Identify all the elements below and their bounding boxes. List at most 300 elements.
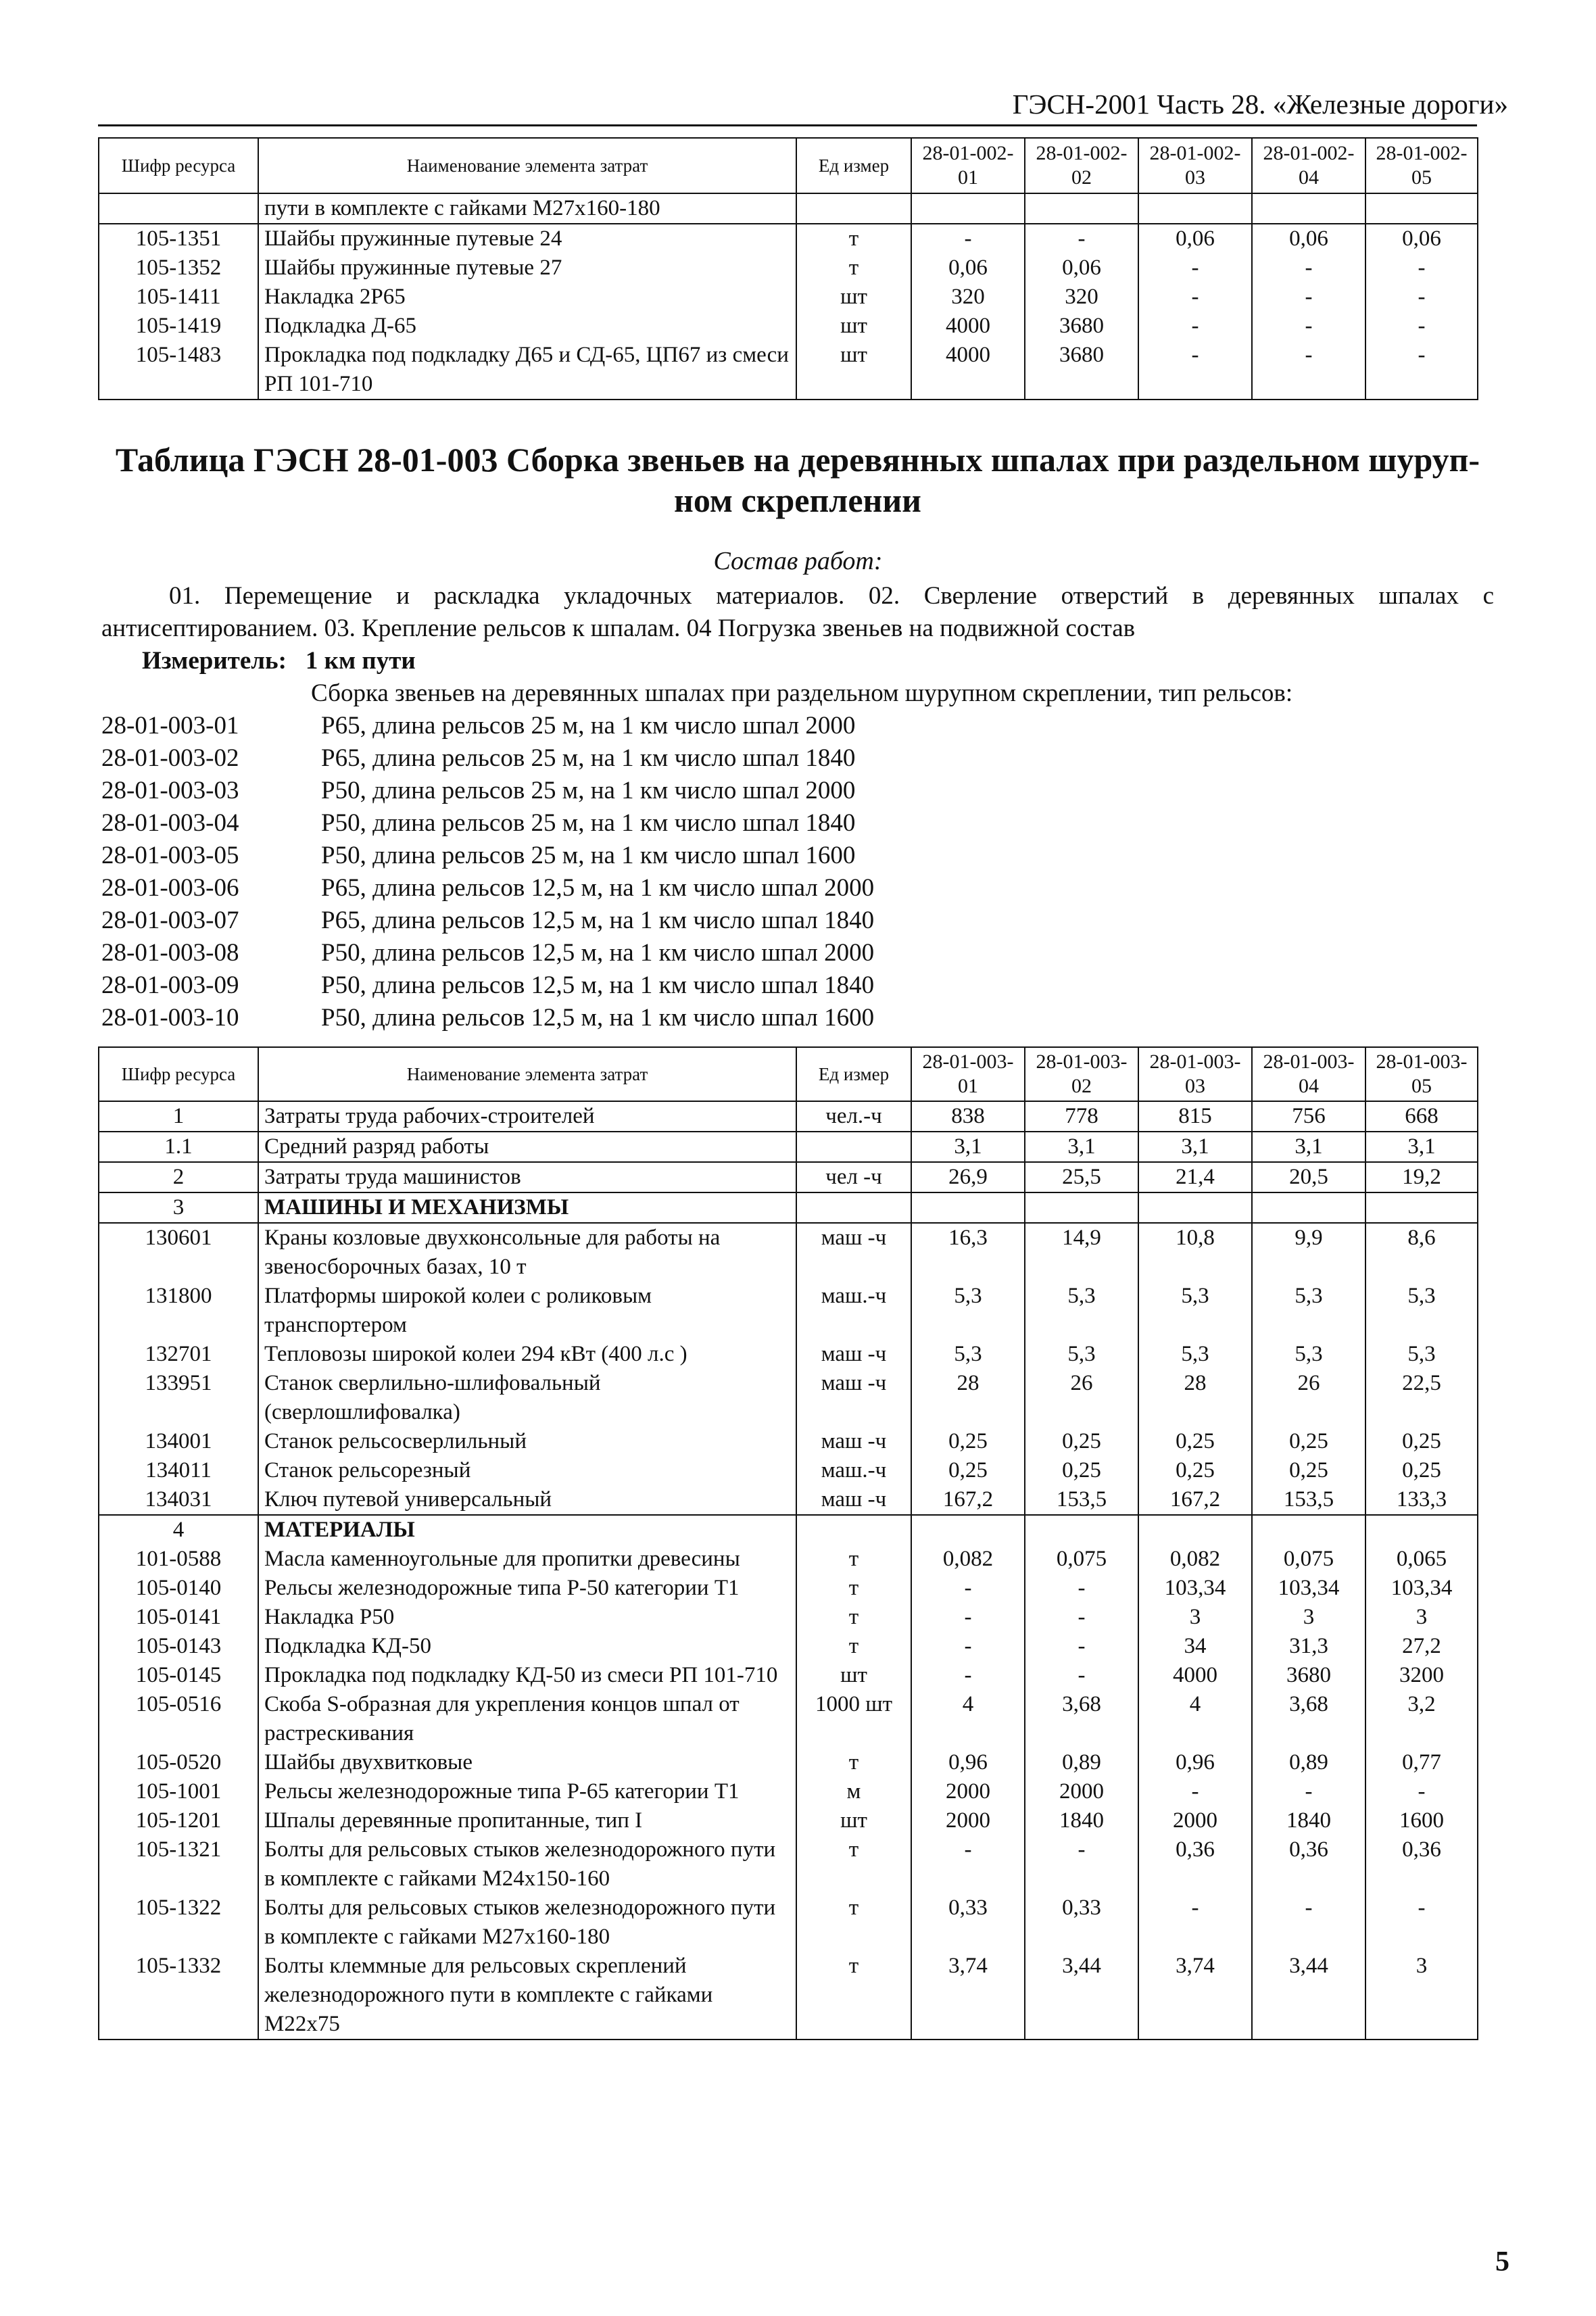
unit-of-measure: [796, 193, 911, 224]
composition-text: 01. Перемещение и раскладка укладочных материалов. 02. Сверление отверстий в деревянных шпалах с антисептированием. 03. Крепление рельсов к шпалам. 04 Погрузка звеньев на подвижной состав: [101, 582, 1494, 642]
norm-value: 1600: [1365, 1806, 1478, 1835]
variant-code: 28-01-003-02: [101, 744, 239, 772]
cost-element-name: Затраты труда машинистов: [258, 1162, 796, 1192]
resource-code: 105-0141: [99, 1603, 258, 1632]
header-rule: [98, 124, 1477, 126]
col-header-name: Наименование элемента затрат: [258, 1047, 796, 1101]
norm-value: 133,3: [1365, 1485, 1478, 1515]
variant-text: Р50, длина рельсов 12,5 м, на 1 км число шпал 1840: [321, 971, 875, 999]
unit-of-measure: т: [796, 1632, 911, 1661]
norm-value: 8,6: [1365, 1223, 1478, 1282]
resource-code: 105-1321: [99, 1835, 258, 1893]
resource-code: 2: [99, 1162, 258, 1192]
table-row: [99, 224, 1478, 254]
col-header-variant: 28-01-002-04: [1252, 138, 1365, 193]
norm-value: 0,06: [1365, 224, 1478, 254]
norm-value: 5,3: [1252, 1282, 1365, 1340]
unit-of-measure: шт: [796, 312, 911, 341]
composition-heading: Состав работ:: [713, 547, 883, 575]
resource-code: 105-0516: [99, 1690, 258, 1748]
cost-element-name: Платформы широкой колеи с роликовым транспортером: [258, 1282, 796, 1340]
variant-code: 28-01-003-06: [101, 874, 239, 902]
norm-value: [1138, 1192, 1252, 1223]
norm-value: 0,06: [1138, 224, 1252, 254]
norm-value: 2000: [911, 1806, 1025, 1835]
table-row: [99, 1456, 1478, 1485]
norm-value: -: [1138, 341, 1252, 400]
unit-of-measure: маш.-ч: [796, 1456, 911, 1485]
cost-element-name: Шайбы пружинные путевые 24: [258, 224, 796, 254]
norm-value: -: [911, 1661, 1025, 1690]
variant-text: Р50, длина рельсов 25 м, на 1 км число шпал 1840: [321, 809, 856, 837]
norm-value: 3,44: [1252, 1952, 1365, 2040]
section-row: [99, 1192, 1478, 1223]
norm-value: -: [1252, 283, 1365, 312]
unit-of-measure: маш -ч: [796, 1340, 911, 1369]
norm-value: 778: [1025, 1101, 1138, 1132]
norm-value: -: [1138, 1893, 1252, 1952]
norm-value: 1840: [1252, 1806, 1365, 1835]
unit-of-measure: т: [796, 1952, 911, 2040]
unit-of-measure: шт: [796, 341, 911, 400]
col-header-variant: 28-01-002-03: [1138, 138, 1252, 193]
norm-value: 5,3: [1138, 1282, 1252, 1340]
col-header-variant: 28-01-003-05: [1365, 1047, 1478, 1101]
variant-text: Р50, длина рельсов 25 м, на 1 км число шпал 2000: [321, 777, 856, 804]
norm-value: 3,68: [1252, 1690, 1365, 1748]
cost-element-name: Рельсы железнодорожные типа Р-65 категории Т1: [258, 1777, 796, 1806]
resource-code: 3: [99, 1192, 258, 1223]
table-row: [99, 1835, 1478, 1893]
norm-value: -: [1365, 1777, 1478, 1806]
variant-item: [101, 775, 874, 807]
cost-element-name: Затраты труда рабочих-строителей: [258, 1101, 796, 1132]
norm-value: 2000: [1138, 1806, 1252, 1835]
variants-list: [101, 710, 874, 1034]
norm-value: 756: [1252, 1101, 1365, 1132]
norm-value: 3: [1252, 1603, 1365, 1632]
cost-element-name: МАТЕРИАЛЫ: [258, 1515, 796, 1545]
variant-text: Р50, длина рельсов 25 м, на 1 км число шпал 1600: [321, 842, 856, 869]
norm-value: 0,33: [911, 1893, 1025, 1952]
table-body: [99, 193, 1478, 400]
norm-value: 0,25: [1138, 1456, 1252, 1485]
cost-element-name: Скоба S-образная для укрепления концов шпал от растрескивания: [258, 1690, 796, 1748]
norm-value: -: [911, 1632, 1025, 1661]
resource-code: 134031: [99, 1485, 258, 1515]
resource-code: 105-1351: [99, 224, 258, 254]
norm-value: 0,25: [1138, 1427, 1252, 1456]
norm-value: 3,44: [1025, 1952, 1138, 2040]
unit-of-measure: шт: [796, 1806, 911, 1835]
variant-code: 28-01-003-10: [101, 1004, 239, 1032]
unit-of-measure: м: [796, 1777, 911, 1806]
norm-value: 0,77: [1365, 1748, 1478, 1777]
col-header-code: Шифр ресурса: [99, 1047, 258, 1101]
norm-value: [1025, 1515, 1138, 1545]
variant-item: [101, 807, 874, 840]
norm-value: -: [1138, 283, 1252, 312]
resource-code: 105-1352: [99, 254, 258, 283]
norm-value: -: [1365, 254, 1478, 283]
norm-value: 0,065: [1365, 1545, 1478, 1574]
table-row: [99, 1485, 1478, 1515]
cost-element-name: Болты клеммные для рельсовых скреплений железнодорожного пути в комплекте с гайками М22х75: [258, 1952, 796, 2040]
cost-element-name: Накладка 2Р65: [258, 283, 796, 312]
norm-value: 0,96: [1138, 1748, 1252, 1777]
table-title: [101, 439, 1494, 521]
col-header-variant: 28-01-003-04: [1252, 1047, 1365, 1101]
table-row: [99, 1632, 1478, 1661]
cost-element-name: МАШИНЫ И МЕХАНИЗМЫ: [258, 1192, 796, 1223]
table-row: [99, 1340, 1478, 1369]
cost-element-name: Прокладка под подкладку Д65 и СД-65, ЦП67 из смеси РП 101-710: [258, 341, 796, 400]
norm-value: 0,25: [1365, 1456, 1478, 1485]
variant-item: [101, 710, 874, 742]
variant-code: 28-01-003-04: [101, 809, 239, 837]
unit-of-measure: [796, 1132, 911, 1162]
table-row: [99, 1574, 1478, 1603]
col-header-name: Наименование элемента затрат: [258, 138, 796, 193]
variant-item: [101, 742, 874, 775]
norm-value: 4000: [911, 312, 1025, 341]
norm-value: 0,075: [1025, 1545, 1138, 1574]
resource-code: 105-1201: [99, 1806, 258, 1835]
table-title-line: Таблица ГЭСН 28-01-003 Сборка звеньев на деревянных шпалах при раздельном шуруп-: [115, 441, 1480, 479]
norm-value: 3,2: [1365, 1690, 1478, 1748]
resource-code: 105-1411: [99, 283, 258, 312]
norm-value: 0,25: [911, 1456, 1025, 1485]
variant-item: [101, 840, 874, 872]
cost-element-name: Ключ путевой универсальный: [258, 1485, 796, 1515]
col-header-unit: Ед измер: [796, 138, 911, 193]
norm-value: 3680: [1025, 312, 1138, 341]
table-row: [99, 254, 1478, 283]
unit-of-measure: маш -ч: [796, 1485, 911, 1515]
norm-value: 4: [911, 1690, 1025, 1748]
norm-value: 103,34: [1365, 1574, 1478, 1603]
resource-code: 105-1332: [99, 1952, 258, 2040]
norm-value: 320: [1025, 283, 1138, 312]
norm-value: [1365, 1192, 1478, 1223]
unit-of-measure: маш -ч: [796, 1427, 911, 1456]
unit-of-measure: [796, 1192, 911, 1223]
norm-value: 0,25: [1025, 1427, 1138, 1456]
resource-code: 105-1001: [99, 1777, 258, 1806]
table-row: [99, 1748, 1478, 1777]
table-row: [99, 1223, 1478, 1282]
norm-value: 5,3: [1252, 1340, 1365, 1369]
variant-item: [101, 969, 874, 1002]
norm-value: [1252, 193, 1365, 224]
norm-value: -: [1025, 224, 1138, 254]
norm-value: 0,36: [1138, 1835, 1252, 1893]
norm-value: 103,34: [1252, 1574, 1365, 1603]
norm-value: 26: [1252, 1369, 1365, 1427]
resource-code: 105-1483: [99, 341, 258, 400]
norm-value: [1365, 1515, 1478, 1545]
norm-value: 31,3: [1252, 1632, 1365, 1661]
norm-value: 3,1: [1138, 1132, 1252, 1162]
norm-value: -: [1025, 1574, 1138, 1603]
resource-code: 105-0520: [99, 1748, 258, 1777]
norm-value: 153,5: [1025, 1485, 1138, 1515]
unit-of-measure: т: [796, 1893, 911, 1952]
norm-value: [1138, 193, 1252, 224]
norm-value: 28: [1138, 1369, 1252, 1427]
cost-element-name: Станок сверлильно-шлифовальный (сверлошлифовалка): [258, 1369, 796, 1427]
norm-value: 0,89: [1025, 1748, 1138, 1777]
variant-code: 28-01-003-08: [101, 939, 239, 967]
norm-value: 5,3: [1365, 1282, 1478, 1340]
variant-text: Р65, длина рельсов 25 м, на 1 км число шпал 2000: [321, 712, 856, 740]
resource-code: 131800: [99, 1282, 258, 1340]
table-row: [99, 1806, 1478, 1835]
table-row: [99, 193, 1478, 224]
norm-value: -: [911, 1835, 1025, 1893]
resource-code: 134011: [99, 1456, 258, 1485]
norm-value: 5,3: [1025, 1340, 1138, 1369]
norm-value: 838: [911, 1101, 1025, 1132]
measure-value: 1 км пути: [305, 647, 416, 675]
cost-element-name: Болты для рельсовых стыков железнодорожного пути в комплекте с гайками М24х150-160: [258, 1835, 796, 1893]
norm-value: [1252, 1192, 1365, 1223]
norm-value: -: [1365, 312, 1478, 341]
norm-value: 21,4: [1138, 1162, 1252, 1192]
variant-text: Р50, длина рельсов 12,5 м, на 1 км число шпал 2000: [321, 939, 875, 967]
norm-value: 14,9: [1025, 1223, 1138, 1282]
cost-element-name: Шпалы деревянные пропитанные, тип I: [258, 1806, 796, 1835]
norm-value: 0,36: [1365, 1835, 1478, 1893]
norm-value: -: [1252, 1893, 1365, 1952]
table-row: [99, 1545, 1478, 1574]
norm-value: 22,5: [1365, 1369, 1478, 1427]
variant-item: [101, 872, 874, 904]
table-row: [99, 1661, 1478, 1690]
variant-item: [101, 937, 874, 969]
norm-value: 4000: [911, 341, 1025, 400]
running-header: ГЭСН-2001 Часть 28. «Железные дороги»: [1012, 89, 1508, 120]
resource-code: 4: [99, 1515, 258, 1545]
resource-code: 1.1: [99, 1132, 258, 1162]
variant-code: 28-01-003-07: [101, 907, 239, 934]
unit-of-measure: т: [796, 1835, 911, 1893]
cost-element-name: Шайбы пружинные путевые 27: [258, 254, 796, 283]
norm-value: -: [1025, 1603, 1138, 1632]
cost-element-name: Подкладка Д-65: [258, 312, 796, 341]
resource-code: 105-1322: [99, 1893, 258, 1952]
table-row: [99, 1690, 1478, 1748]
norm-value: 167,2: [1138, 1485, 1252, 1515]
norm-value: 3: [1365, 1952, 1478, 2040]
norm-value: [1138, 1515, 1252, 1545]
unit-of-measure: т: [796, 254, 911, 283]
table-row: [99, 1427, 1478, 1456]
resource-code: 132701: [99, 1340, 258, 1369]
resource-code: 105-1419: [99, 312, 258, 341]
norm-value: 167,2: [911, 1485, 1025, 1515]
resource-table-continued: [98, 137, 1478, 400]
table-title-line: ном скреплении: [674, 481, 921, 519]
cost-element-name: Станок рельсосверлильный: [258, 1427, 796, 1456]
norm-value: 26: [1025, 1369, 1138, 1427]
col-header-variant: 28-01-002-01: [911, 138, 1025, 193]
table-body: [99, 1101, 1478, 2040]
norm-value: 5,3: [911, 1340, 1025, 1369]
measure-line: [142, 646, 435, 675]
norm-value: 0,89: [1252, 1748, 1365, 1777]
norm-value: 0,075: [1252, 1545, 1365, 1574]
unit-of-measure: 1000 шт: [796, 1690, 911, 1748]
norm-value: 5,3: [911, 1282, 1025, 1340]
norm-value: 2000: [911, 1777, 1025, 1806]
resource-code: 105-0143: [99, 1632, 258, 1661]
unit-of-measure: т: [796, 1603, 911, 1632]
unit-of-measure: маш -ч: [796, 1369, 911, 1427]
col-header-variant: 28-01-003-01: [911, 1047, 1025, 1101]
unit-of-measure: шт: [796, 283, 911, 312]
norm-value: 10,8: [1138, 1223, 1252, 1282]
resource-code: 130601: [99, 1223, 258, 1282]
cost-element-name: Болты для рельсовых стыков железнодорожного пути в комплекте с гайками М27х160-180: [258, 1893, 796, 1952]
norm-value: -: [1365, 1893, 1478, 1952]
norm-value: -: [1365, 341, 1478, 400]
variant-text: Р50, длина рельсов 12,5 м, на 1 км число шпал 1600: [321, 1004, 875, 1032]
norm-value: 4000: [1138, 1661, 1252, 1690]
table-row: [99, 1282, 1478, 1340]
norm-value: 0,25: [911, 1427, 1025, 1456]
cost-element-name: Прокладка под подкладку КД-50 из смеси РП 101-710: [258, 1661, 796, 1690]
unit-of-measure: шт: [796, 1661, 911, 1690]
norm-value: 26,9: [911, 1162, 1025, 1192]
col-header-variant: 28-01-003-03: [1138, 1047, 1252, 1101]
cost-element-name: пути в комплекте с гайками М27х160-180: [258, 193, 796, 224]
norm-value: 3,68: [1025, 1690, 1138, 1748]
variant-code: 28-01-003-09: [101, 971, 239, 999]
norm-value: 0,25: [1025, 1456, 1138, 1485]
norm-value: 0,25: [1252, 1456, 1365, 1485]
cost-element-name: Средний разряд работы: [258, 1132, 796, 1162]
norm-value: -: [911, 224, 1025, 254]
norm-value: 0,06: [911, 254, 1025, 283]
norm-value: 3,1: [1025, 1132, 1138, 1162]
unit-of-measure: чел.-ч: [796, 1101, 911, 1132]
norm-value: -: [911, 1574, 1025, 1603]
variant-text: Р65, длина рельсов 12,5 м, на 1 км число шпал 1840: [321, 907, 875, 934]
unit-of-measure: чел -ч: [796, 1162, 911, 1192]
norm-value: 25,5: [1025, 1162, 1138, 1192]
norm-value: 3: [1365, 1603, 1478, 1632]
table-row: [99, 283, 1478, 312]
table-row: [99, 1132, 1478, 1162]
norm-value: [911, 193, 1025, 224]
norm-value: -: [1025, 1835, 1138, 1893]
norm-value: [1025, 193, 1138, 224]
norm-value: 0,082: [911, 1545, 1025, 1574]
table-row: [99, 1369, 1478, 1427]
norm-value: 815: [1138, 1101, 1252, 1132]
unit-of-measure: маш.-ч: [796, 1282, 911, 1340]
norm-value: 20,5: [1252, 1162, 1365, 1192]
unit-of-measure: т: [796, 1574, 911, 1603]
norm-value: 5,3: [1365, 1340, 1478, 1369]
norm-value: 34: [1138, 1632, 1252, 1661]
col-header-code: Шифр ресурса: [99, 138, 258, 193]
unit-of-measure: маш -ч: [796, 1223, 911, 1282]
norm-value: 3680: [1252, 1661, 1365, 1690]
norm-value: 0,06: [1252, 224, 1365, 254]
norm-value: 0,36: [1252, 1835, 1365, 1893]
variant-text: Р65, длина рельсов 25 м, на 1 км число шпал 1840: [321, 744, 856, 772]
norm-value: 0,25: [1365, 1427, 1478, 1456]
norm-value: 153,5: [1252, 1485, 1365, 1515]
norm-value: -: [1138, 1777, 1252, 1806]
section-row: [99, 1515, 1478, 1545]
resource-code: 105-0145: [99, 1661, 258, 1690]
norm-value: [1025, 1192, 1138, 1223]
table-row: [99, 1603, 1478, 1632]
cost-element-name: Шайбы двухвитковые: [258, 1748, 796, 1777]
norm-value: 320: [911, 283, 1025, 312]
norm-value: 668: [1365, 1101, 1478, 1132]
resource-code: 134001: [99, 1427, 258, 1456]
norm-value: -: [1025, 1661, 1138, 1690]
variant-code: 28-01-003-01: [101, 712, 239, 740]
norm-value: -: [911, 1603, 1025, 1632]
norm-value: -: [1138, 312, 1252, 341]
unit-of-measure: т: [796, 224, 911, 254]
norm-value: 9,9: [1252, 1223, 1365, 1282]
norm-value: -: [1138, 254, 1252, 283]
norm-value: 3,1: [1252, 1132, 1365, 1162]
cost-element-name: Тепловозы широкой колеи 294 кВт (400 л.с ): [258, 1340, 796, 1369]
col-header-unit: Ед измер: [796, 1047, 911, 1101]
resource-code: 105-0140: [99, 1574, 258, 1603]
cost-element-name: Масла каменноугольные для пропитки древесины: [258, 1545, 796, 1574]
norm-value: -: [1365, 283, 1478, 312]
norm-value: -: [1252, 312, 1365, 341]
unit-of-measure: т: [796, 1748, 911, 1777]
resource-code: 101-0588: [99, 1545, 258, 1574]
norm-value: 0,082: [1138, 1545, 1252, 1574]
norm-value: 3680: [1025, 341, 1138, 400]
norm-value: 5,3: [1138, 1340, 1252, 1369]
resource-code: 1: [99, 1101, 258, 1132]
table-row: [99, 1952, 1478, 2040]
variant-text: Р65, длина рельсов 12,5 м, на 1 км число шпал 2000: [321, 874, 875, 902]
norm-value: 103,34: [1138, 1574, 1252, 1603]
norm-value: 3,1: [911, 1132, 1025, 1162]
resource-code: 133951: [99, 1369, 258, 1427]
norm-value: [1252, 1515, 1365, 1545]
norm-value: 0,96: [911, 1748, 1025, 1777]
resource-table: [98, 1046, 1478, 2040]
cost-element-name: Подкладка КД-50: [258, 1632, 796, 1661]
norm-value: 5,3: [1025, 1282, 1138, 1340]
resource-code: [99, 193, 258, 224]
table-row: [99, 1101, 1478, 1132]
norm-value: 0,33: [1025, 1893, 1138, 1952]
variant-code: 28-01-003-03: [101, 777, 239, 804]
norm-value: 16,3: [911, 1223, 1025, 1282]
norm-value: 4: [1138, 1690, 1252, 1748]
col-header-variant: 28-01-003-02: [1025, 1047, 1138, 1101]
norm-value: [911, 1192, 1025, 1223]
unit-of-measure: [796, 1515, 911, 1545]
norm-value: [1365, 193, 1478, 224]
table-row: [99, 1162, 1478, 1192]
norm-value: 3,1: [1365, 1132, 1478, 1162]
